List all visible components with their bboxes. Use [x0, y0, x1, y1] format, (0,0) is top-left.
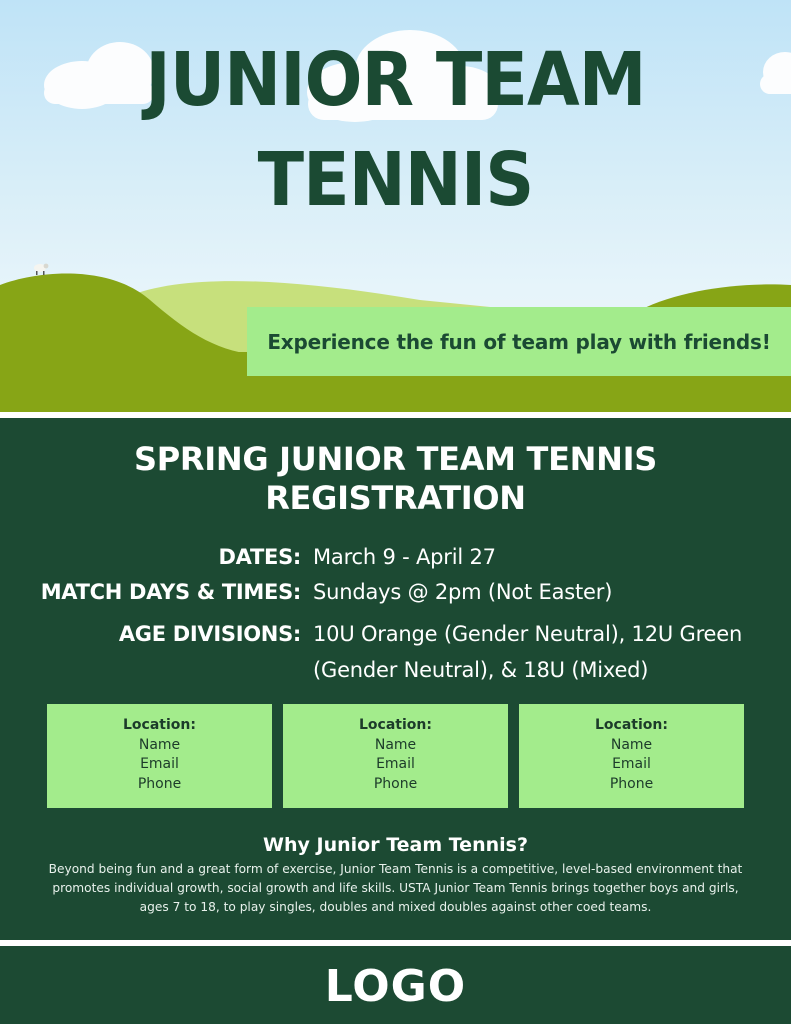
hero-banner — [0, 0, 791, 412]
location-name: Name — [610, 736, 653, 753]
location-card — [283, 704, 508, 808]
footer — [0, 946, 791, 1024]
registration-title — [0, 440, 791, 518]
tagline-banner — [247, 307, 791, 376]
tagline-text: Experience the fun of team play with friends! — [267, 329, 771, 354]
why-body: Beyond being fun and a great form of exercise, Junior Team Tennis is a competitive, level-based environment that promotes individual growth, social growth and life skills. USTA Junior Team Tennis brings together boys and girls, ages 7 to 18, to play singles, doubles and mixed doubles against other coed teams. — [48, 862, 743, 914]
location-name: Name — [138, 736, 181, 753]
registration-panel — [0, 418, 791, 940]
logo-placeholder: LOGO — [324, 960, 467, 1012]
location-heading: Location: — [123, 717, 196, 733]
age-divisions-label: AGE DIVISIONS: — [118, 622, 301, 646]
location-card — [47, 704, 272, 808]
location-phone: Phone — [373, 775, 418, 792]
cloud-icon — [760, 52, 791, 94]
location-email: Email — [140, 756, 179, 772]
location-name: Name — [374, 736, 417, 753]
registration-title-line2: REGISTRATION — [265, 479, 526, 517]
age-divisions-value: 10U Orange (Gender Neutral), 12U Green (Gender Neutral), & 18U (Mixed) — [313, 622, 743, 682]
match-days-label: MATCH DAYS & TIMES: — [40, 580, 301, 604]
location-phone: Phone — [137, 775, 182, 792]
sheep-icon — [34, 264, 48, 275]
location-phone: Phone — [609, 775, 654, 792]
location-email: Email — [612, 756, 651, 772]
location-email: Email — [376, 756, 415, 772]
main-title: JUNIOR TEAM TENNIS — [145, 37, 646, 223]
dates-value: March 9 - April 27 — [313, 545, 496, 569]
why-title: Why Junior Team Tennis? — [263, 834, 528, 856]
registration-title-line1: SPRING JUNIOR TEAM TENNIS — [134, 440, 657, 478]
match-days-value: Sundays @ 2pm (Not Easter) — [313, 580, 613, 604]
location-heading: Location: — [359, 717, 432, 733]
dates-label: DATES: — [218, 545, 301, 569]
location-heading: Location: — [595, 717, 668, 733]
location-card — [519, 704, 744, 808]
